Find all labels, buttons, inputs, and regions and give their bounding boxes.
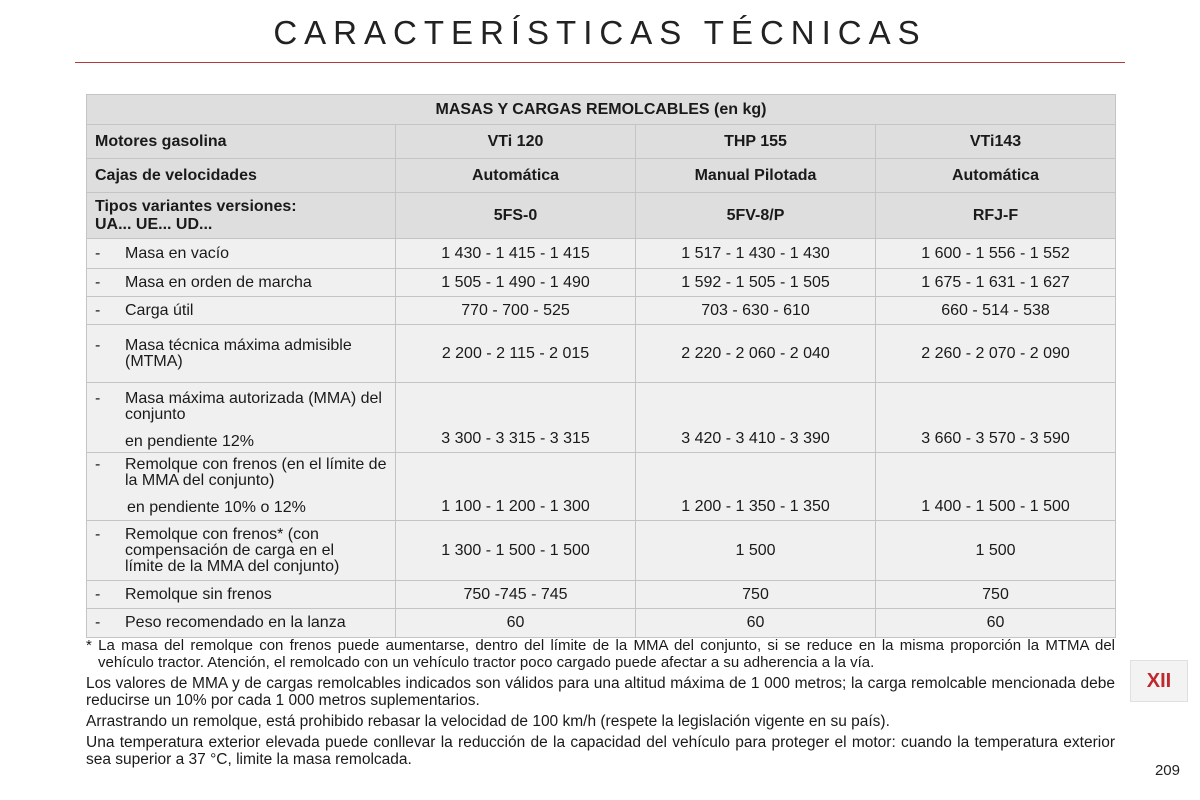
row-label-text: Masa en orden de marcha: [125, 273, 312, 291]
table-row: [87, 239, 1116, 269]
value-cell: 770 - 700 - 525: [396, 297, 636, 325]
footnote: * La masa del remolque con frenos puede aumentarse, dentro del límite de la MMA del conjunto, si se reduce en la misma proporción la MTMA del vehículo tractor. Atención, el remolcado con un vehículo tractor poco cargado puede afectar a su adherencia a la vía.: [86, 637, 1115, 671]
value-cell: 750 -745 - 745: [396, 581, 636, 609]
table-row: [87, 159, 1116, 193]
variant-col-2: 5FV-8/P: [636, 193, 876, 239]
note-paragraph: Los valores de MMA y de cargas remolcables indicados son válidos para una altitud máxima de 1 000 metros; la carga remolcable mencionada debe reducirse un 10% por cada 1 000 metros suplementarios.: [86, 675, 1115, 709]
engine-col-3: VTi143: [876, 125, 1116, 159]
value-cell: 1 600 - 1 556 - 1 552: [876, 239, 1116, 269]
towing-loads-table: [86, 94, 1116, 638]
row-label: [87, 239, 396, 269]
engine-col-2: THP 155: [636, 125, 876, 159]
table-row: [87, 297, 1116, 325]
row-label-text: Remolque sin frenos: [125, 585, 272, 603]
row-label: [87, 193, 396, 239]
row-label-line-2: UA... UE... UD...: [95, 215, 213, 233]
notes-section: [86, 637, 1115, 772]
value-cell: 1 505 - 1 490 - 1 490: [396, 269, 636, 297]
value-cell: 1 500: [876, 521, 1116, 581]
note-paragraph: Arrastrando un remolque, está prohibido rebasar la velocidad de 100 km/h (respete la legislación vigente en su país).: [86, 713, 890, 730]
value-cell: 660 - 514 - 538: [876, 297, 1116, 325]
row-label: [87, 581, 396, 609]
value-cell: 1 592 - 1 505 - 1 505: [636, 269, 876, 297]
bullet-dash: -: [95, 525, 101, 543]
value-cell: 3 420 - 3 410 - 3 390: [636, 383, 876, 453]
row-label-text: Remolque con frenos (en el límite de la MMA del conjunto): [125, 456, 387, 489]
table-row: [87, 453, 1116, 521]
table-row: [87, 193, 1116, 239]
table-row: [87, 269, 1116, 297]
row-label: [87, 453, 396, 521]
table-row: [87, 609, 1116, 638]
value-cell: 1 675 - 1 631 - 1 627: [876, 269, 1116, 297]
value-cell: 1 430 - 1 415 - 1 415: [396, 239, 636, 269]
bullet-dash: -: [95, 614, 101, 631]
variant-col-3: RFJ-F: [876, 193, 1116, 239]
gearbox-col-1: Automática: [396, 159, 636, 193]
variant-col-1: 5FS-0: [396, 193, 636, 239]
bullet-dash: -: [95, 273, 101, 291]
value-cell: 750: [876, 581, 1116, 609]
title-divider: [75, 62, 1125, 63]
value-cell: 2 200 - 2 115 - 2 015: [396, 325, 636, 383]
value-cell: 2 260 - 2 070 - 2 090: [876, 325, 1116, 383]
bullet-dash: -: [95, 301, 101, 319]
gearbox-col-3: Automática: [876, 159, 1116, 193]
value-cell: 60: [876, 609, 1116, 638]
table-caption: MASAS Y CARGAS REMOLCABLES (en kg): [87, 95, 1116, 125]
page-title: CARACTERÍSTICAS TÉCNICAS: [273, 14, 927, 51]
table-row: [87, 383, 1116, 453]
bullet-dash: -: [95, 456, 101, 473]
row-label: Motores gasolina: [87, 125, 396, 159]
row-label-text: Masa técnica máxima admisible (MTMA): [125, 336, 352, 370]
bullet-dash: -: [95, 390, 101, 407]
chapter-tab-badge[interactable]: XII: [1130, 660, 1188, 702]
row-label: [87, 609, 396, 638]
bullet-dash: -: [95, 244, 101, 262]
value-cell: 2 220 - 2 060 - 2 040: [636, 325, 876, 383]
row-sublabel: en pendiente 10% o 12%: [127, 499, 306, 516]
table-row: [87, 521, 1116, 581]
value-cell: 703 - 630 - 610: [636, 297, 876, 325]
value-cell: 60: [396, 609, 636, 638]
row-label-text: Remolque con frenos* (con compensación de carga en el límite de la MMA del conjunto): [125, 525, 340, 575]
table-row: [87, 125, 1116, 159]
gearbox-col-2: Manual Pilotada: [636, 159, 876, 193]
row-label: [87, 325, 396, 383]
bullet-dash: -: [95, 336, 101, 354]
row-label-text: Peso recomendado en la lanza: [125, 614, 346, 631]
value-cell: 1 500: [636, 521, 876, 581]
row-label: [87, 521, 396, 581]
row-label-text: Masa máxima autorizada (MMA) del conjunto: [125, 390, 382, 423]
value-cell: 1 517 - 1 430 - 1 430: [636, 239, 876, 269]
value-cell: 3 660 - 3 570 - 3 590: [876, 383, 1116, 453]
row-label: [87, 297, 396, 325]
value-cell: 1 200 - 1 350 - 1 350: [636, 453, 876, 521]
row-label: [87, 269, 396, 297]
bullet-dash: -: [95, 585, 101, 603]
row-label-line-1: Tipos variantes versiones:: [95, 197, 297, 215]
table-row: [87, 325, 1116, 383]
row-sublabel: en pendiente 12%: [125, 433, 254, 450]
value-cell: 750: [636, 581, 876, 609]
value-cell: 1 300 - 1 500 - 1 500: [396, 521, 636, 581]
row-label-text: Masa en vacío: [125, 244, 230, 262]
row-label: Cajas de velocidades: [87, 159, 396, 193]
row-label-text: Carga útil: [125, 301, 194, 319]
page-number: 209: [1154, 762, 1180, 779]
table-row: [87, 581, 1116, 609]
engine-col-1: VTi 120: [396, 125, 636, 159]
value-cell: 3 300 - 3 315 - 3 315: [396, 383, 636, 453]
value-cell: 60: [636, 609, 876, 638]
value-cell: 1 100 - 1 200 - 1 300: [396, 453, 636, 521]
value-cell: 1 400 - 1 500 - 1 500: [876, 453, 1116, 521]
row-label: [87, 383, 396, 453]
note-paragraph: Una temperatura exterior elevada puede conllevar la reducción de la capacidad del vehículo para proteger el motor: cuando la temperatura exterior sea superior a 37 °C, limite la masa remolcada.: [86, 734, 1115, 768]
